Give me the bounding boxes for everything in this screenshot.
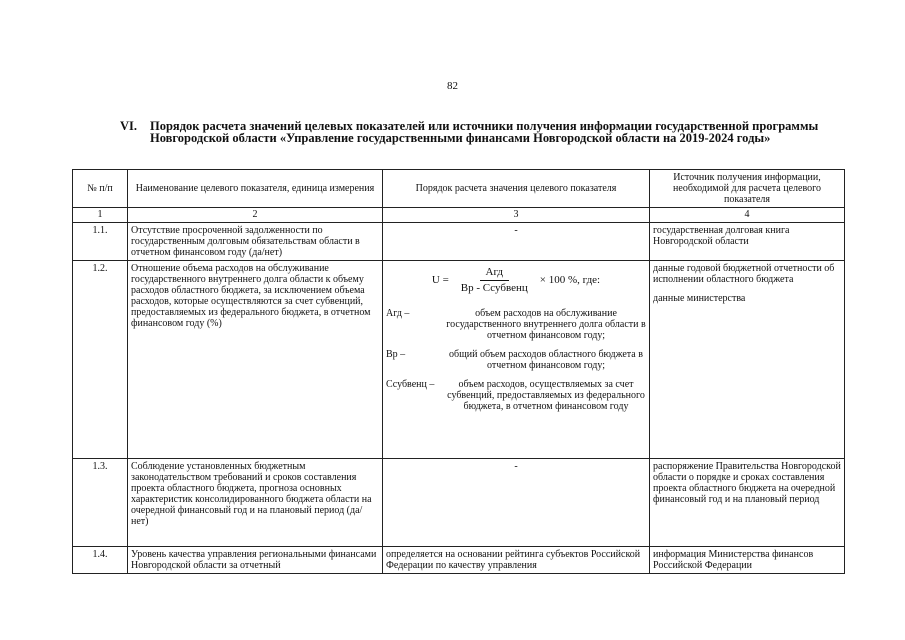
indicator-name: Отсутствие просроченной задолженности по государственным долговым обязательствам области в отчетном финансовом году (да/нет): [128, 223, 383, 261]
source-text: данные годовой бюджетной отчетности об исполнении областного бюджета: [653, 263, 835, 285]
page-number: 82: [447, 80, 458, 92]
indicator-name: Уровень качества управления региональными финансами Новгородской области за отчетный: [128, 547, 383, 574]
table-row: [73, 223, 845, 261]
formula: [386, 267, 646, 294]
source: [650, 261, 845, 459]
column-number: 3: [383, 208, 650, 223]
calculation: -: [383, 459, 650, 547]
header-source: Источник получения информации, необходимой для расчета целевого показателя: [650, 170, 845, 208]
header-indicator-name: Наименование целевого показателя, единица измерения: [128, 170, 383, 208]
legend-description: объем расходов на обслуживание государственного внутреннего долга области в отчетном финансовом году;: [446, 308, 646, 341]
legend-symbol: Вр –: [386, 349, 406, 360]
legend-description: общий объем расходов областного бюджета в отчетном финансовом году;: [449, 349, 643, 371]
row-number: 1.4.: [73, 547, 128, 574]
formula-legend-item: [386, 308, 646, 341]
header-calculation: Порядок расчета значения целевого показателя: [383, 170, 650, 208]
formula-numerator: Агд: [480, 267, 510, 281]
calculation: определяется на основании рейтинга субъектов Российской Федерации по качеству управления: [383, 547, 650, 574]
indicator-name: Отношение объема расходов на обслуживание государственного внутреннего долга области к объему расходов областного бюджета, за исключением объема расходов, которые осуществляются за счет субвенций, предоставляемых из федерального бюджета, в отчетном финансовом году (%): [128, 261, 383, 459]
row-number: 1.2.: [73, 261, 128, 459]
table-row: [73, 547, 845, 574]
formula-lhs: U =: [431, 274, 449, 286]
calculation: [383, 261, 650, 459]
indicator-name: Соблюдение установленных бюджетным законодательством требований и сроков составления проекта областного бюджета, прогноза основных характеристик консолидированного бюджета области на очередной финансовый год и на плановый период (да/нет): [128, 459, 383, 547]
column-number: 2: [128, 208, 383, 223]
legend-symbol: Агд –: [386, 308, 410, 319]
source: информация Министерства финансов Российской Федерации: [650, 547, 845, 574]
indicators-table: [72, 169, 845, 574]
header-number: № п/п: [73, 170, 128, 208]
table-row: [73, 459, 845, 547]
section-heading: [120, 120, 840, 144]
legend-description: объем расходов, осуществляемых за счет субвенций, предоставляемых из федерального бюджета, в отчетном финансовом году: [447, 379, 645, 412]
formula-legend-item: [386, 379, 646, 412]
table-row: [73, 261, 845, 459]
column-number: 1: [73, 208, 128, 223]
column-number: 4: [650, 208, 845, 223]
section-number: VI.: [120, 119, 138, 133]
legend-symbol: Ссубвенц –: [386, 379, 435, 390]
row-number: 1.1.: [73, 223, 128, 261]
formula-fraction: [455, 267, 534, 294]
formula-legend-item: [386, 349, 646, 371]
source: распоряжение Правительства Новгородской области о порядке и сроках составления проекта областного бюджета на очередной финансовый год и на плановый период: [650, 459, 845, 547]
formula-denominator: Вр - Ссубвенц: [460, 282, 528, 294]
source-text: данные министерства: [653, 293, 746, 304]
formula-rhs: × 100 %, где:: [539, 274, 601, 286]
section-title: Порядок расчета значений целевых показателей или источники получения информации государственной программы Новгородской области «Управление государственными финансами Новгородской области на 2019-2024 годы»: [150, 119, 819, 145]
calculation: -: [383, 223, 650, 261]
row-number: 1.3.: [73, 459, 128, 547]
source: государственная долговая книга Новгородской области: [650, 223, 845, 261]
